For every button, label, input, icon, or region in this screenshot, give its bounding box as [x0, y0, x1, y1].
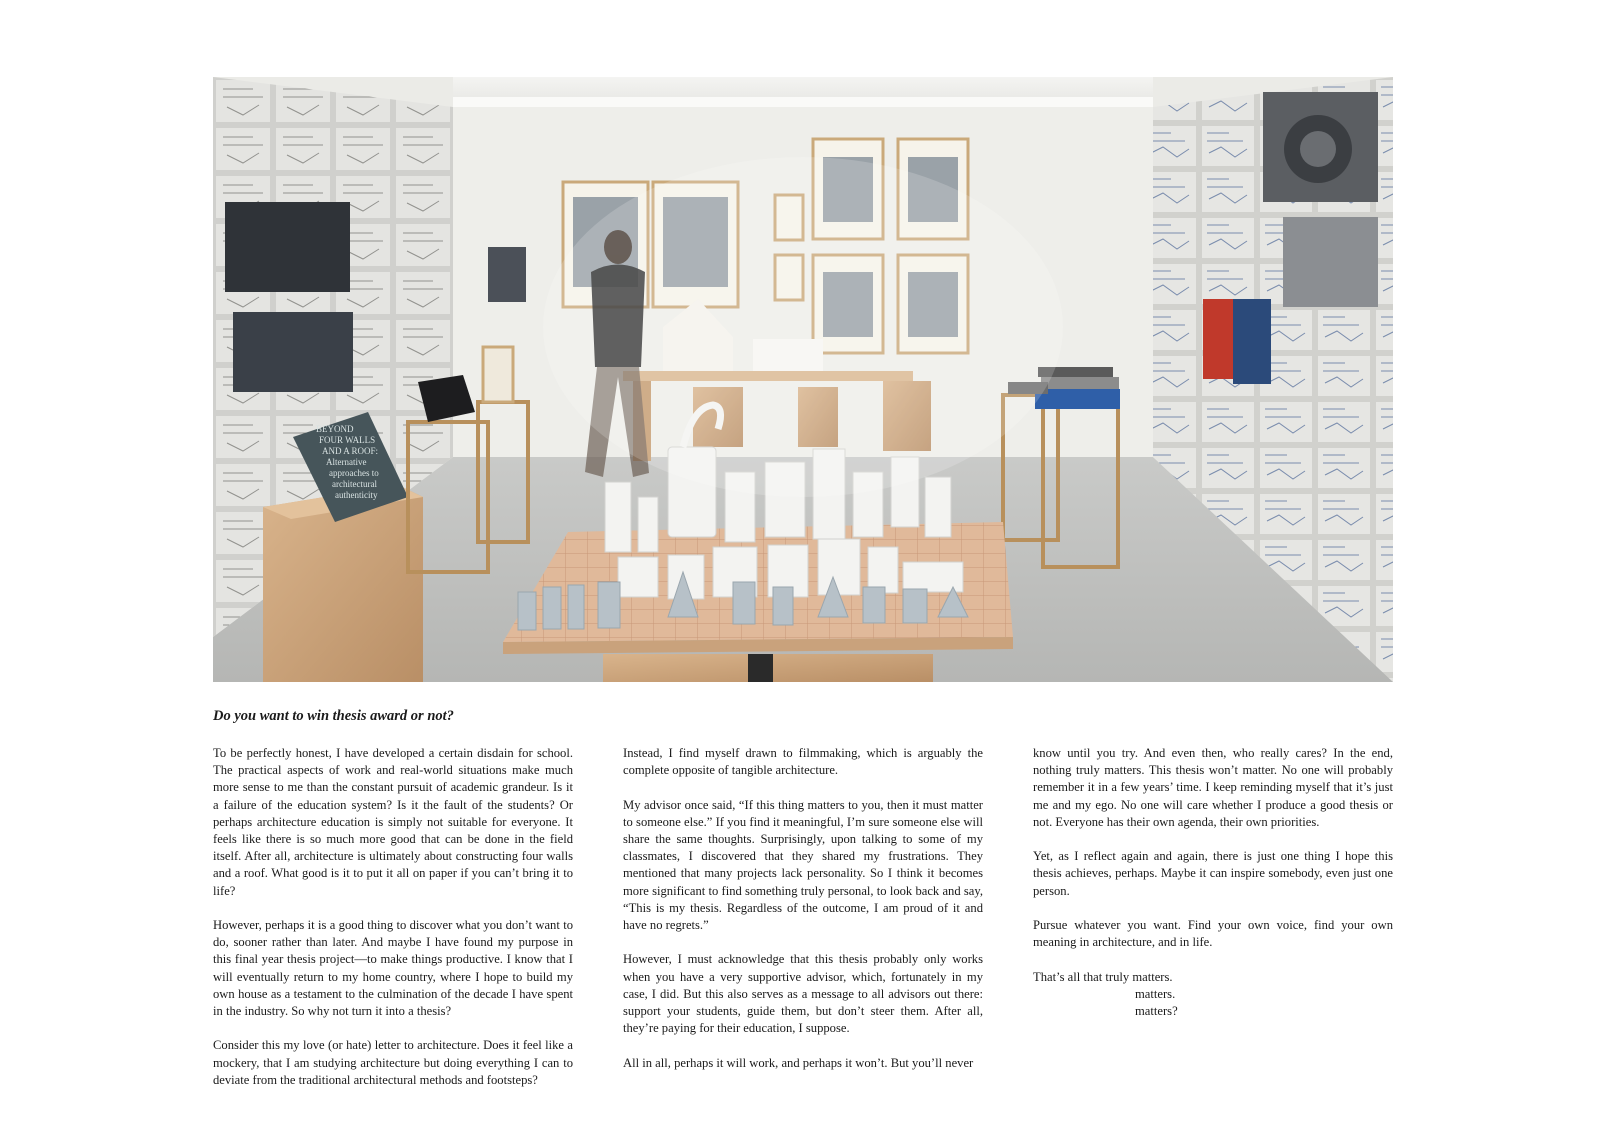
article-column-3 [1033, 745, 1393, 1037]
exhibition-photo [213, 77, 1393, 682]
poster-line: approaches to [329, 468, 379, 478]
paragraph: My advisor once said, “If this thing matters to you, then it must matter to someone else.” If you find it meaningful, I’m sure someone else will share the same thoughts. Surprisingly, upon talking to some of my classmates, I discovered that they shared my frustrations. They mentioned that many projects lack personality. So I think it becomes more significant to find something truly personal, to look back and say, “This is my thesis. Regardless of the outcome, I am proud of it and have no regrets.” [623, 797, 983, 933]
closing-lines [1033, 969, 1393, 1021]
paragraph: However, perhaps it is a good thing to discover what you don’t want to do, sooner rather than later. And maybe I have found my purpose in this final year thesis project—to make things productive. I know that I will eventually return to my home country, where I hope to build my own house as a testament to the culmination of the decade I have spent in the industry. So why not turn it into a thesis? [213, 918, 573, 1019]
paragraph: Consider this my love (or hate) letter to architecture. Does it feel like a mockery, that I am studying architecture but doing everything I can to deviate from the traditional architectural methods and footsteps? [213, 1038, 573, 1087]
closing-line: matters? [1135, 1004, 1178, 1018]
article-column-2 [623, 745, 983, 1089]
paragraph: know until you try. And even then, who really cares? In the end, nothing truly matters. This thesis won’t matter. No one will probably remember it in a few years’ time. I keep reminding myself that it’s just me and my ego. No one will care whether I produce a good thesis or not. Everyone has their own agenda, their own priorities. [1033, 746, 1393, 829]
poster-line: AND A ROOF: [322, 446, 379, 456]
paragraph: Pursue whatever you want. Find your own voice, find your own meaning in architecture, and in life. [1033, 918, 1393, 950]
article-heading: Do you want to win thesis award or not? [213, 708, 454, 724]
poster-line: Alternative [326, 457, 367, 467]
poster-line: FOUR WALLS [319, 435, 376, 445]
paragraph: All in all, perhaps it will work, and perhaps it won’t. But you’ll never [623, 1055, 974, 1070]
poster-line: authenticity [335, 490, 378, 500]
closing-line: That’s all that truly matters. [1033, 969, 1173, 984]
paragraph: Instead, I find myself drawn to filmmaking, which is arguably the complete opposite of tangible architecture. [623, 746, 983, 778]
closing-line: matters. [1135, 986, 1176, 1001]
poster-line: BEYOND [316, 424, 354, 434]
article-column-1 [213, 745, 573, 1106]
paragraph: Yet, as I reflect again and again, there is just one thing I hope this thesis achieves, perhaps. Maybe it can inspire somebody, even just one person. [1033, 849, 1393, 898]
exhibition-photo-illustration [213, 77, 1393, 682]
paragraph: To be perfectly honest, I have developed a certain disdain for school. The practical aspects of work and real-world situations make much more sense to me than the constant pursuit of academic grandeur. Is it a failure of the education system? Is it the fault of the students? Or perhaps architecture education is simply not suitable for everyone. It feels like there is so much more good that can be done in the field itself. After all, architecture is ultimately about constructing four walls and a roof. What good is it to put it all on paper if you can’t bring it to life? [213, 746, 573, 898]
paragraph: However, I must acknowledge that this thesis probably only works when you have a very supportive advisor, which, fortunately in my case, I did. But this also serves as a message to all advisors out there: support your students, guide them, but don’t steer them. After all, they’re paying for their education, I suppose. [623, 952, 983, 1036]
poster-line: architectural [332, 479, 377, 489]
